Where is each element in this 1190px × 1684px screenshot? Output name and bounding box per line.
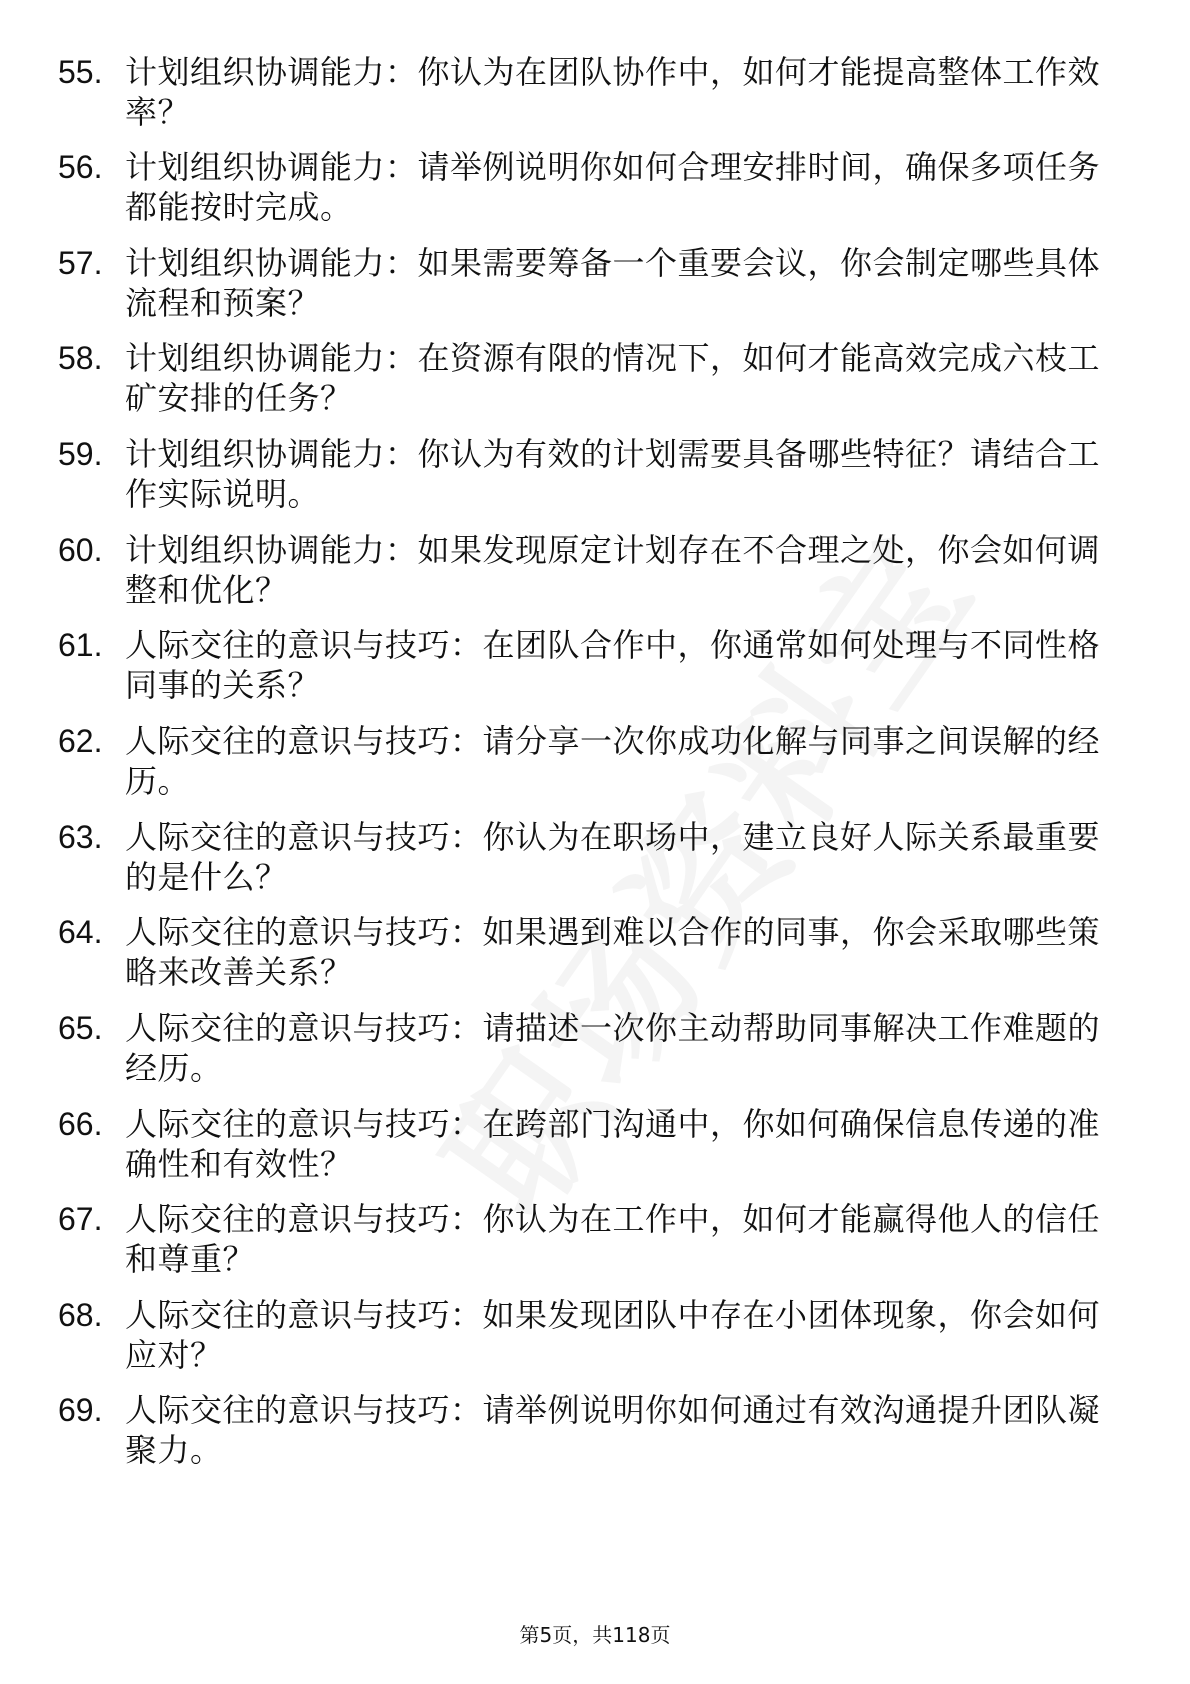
item-number: 65. — [58, 1010, 103, 1046]
list-item — [0, 530, 1190, 630]
item-text: 人际交往的意识与技巧：在团队合作中，你通常如何处理与不同性格同事的关系？ — [125, 626, 1101, 704]
item-text: 计划组织协调能力：如果发现原定计划存在不合理之处，你会如何调整和优化？ — [125, 531, 1101, 609]
item-text: 人际交往的意识与技巧：你认为在工作中，如何才能赢得他人的信任和尊重？ — [125, 1200, 1101, 1278]
list-item — [0, 338, 1190, 438]
item-number: 59. — [58, 436, 103, 472]
item-number: 60. — [58, 532, 103, 568]
item-number: 61. — [58, 627, 103, 663]
item-number: 67. — [58, 1201, 103, 1237]
item-number: 64. — [58, 914, 103, 950]
item-text: 计划组织协调能力：请举例说明你如何合理安排时间，确保多项任务都能按时完成。 — [125, 148, 1101, 226]
item-number: 62. — [58, 723, 103, 759]
item-text: 人际交往的意识与技巧：你认为在职场中，建立良好人际关系最重要的是什么？ — [125, 818, 1101, 896]
item-text: 人际交往的意识与技巧：请描述一次你主动帮助同事解决工作难题的经历。 — [125, 1009, 1101, 1087]
item-number: 63. — [58, 819, 103, 855]
list-item — [0, 1295, 1190, 1395]
list-item — [0, 147, 1190, 247]
list-item — [0, 1104, 1190, 1204]
list-item — [0, 625, 1190, 725]
item-number: 58. — [58, 340, 103, 376]
item-number: 68. — [58, 1297, 103, 1333]
list-item — [0, 1199, 1190, 1299]
item-text: 人际交往的意识与技巧：请举例说明你如何通过有效沟通提升团队凝聚力。 — [125, 1391, 1101, 1469]
item-text: 计划组织协调能力：你认为有效的计划需要具备哪些特征？请结合工作实际说明。 — [125, 435, 1101, 513]
list-item — [0, 52, 1190, 152]
list-item — [0, 434, 1190, 534]
list-item — [0, 912, 1190, 1012]
list-item — [0, 243, 1190, 343]
item-number: 57. — [58, 245, 103, 281]
list-item — [0, 721, 1190, 821]
item-text: 人际交往的意识与技巧：如果发现团队中存在小团体现象，你会如何应对？ — [125, 1296, 1101, 1374]
item-text: 人际交往的意识与技巧：在跨部门沟通中，你如何确保信息传递的准确性和有效性？ — [125, 1105, 1101, 1183]
item-text: 计划组织协调能力：在资源有限的情况下，如何才能高效完成六枝工矿安排的任务？ — [125, 339, 1101, 417]
item-text: 计划组织协调能力：你认为在团队协作中，如何才能提高整体工作效率？ — [125, 53, 1101, 131]
list-item — [0, 1008, 1190, 1108]
list-item — [0, 1390, 1190, 1490]
item-number: 69. — [58, 1392, 103, 1428]
item-text: 计划组织协调能力：如果需要筹备一个重要会议，你会制定哪些具体流程和预案？ — [125, 244, 1101, 322]
item-number: 56. — [58, 149, 103, 185]
list-item — [0, 817, 1190, 917]
page-number-footer: 第5页，共118页 — [519, 1623, 671, 1647]
item-number: 66. — [58, 1106, 103, 1142]
item-text: 人际交往的意识与技巧：如果遇到难以合作的同事，你会采取哪些策略来改善关系？ — [125, 913, 1101, 991]
item-text: 人际交往的意识与技巧：请分享一次你成功化解与同事之间误解的经历。 — [125, 722, 1101, 800]
item-number: 55. — [58, 54, 103, 90]
